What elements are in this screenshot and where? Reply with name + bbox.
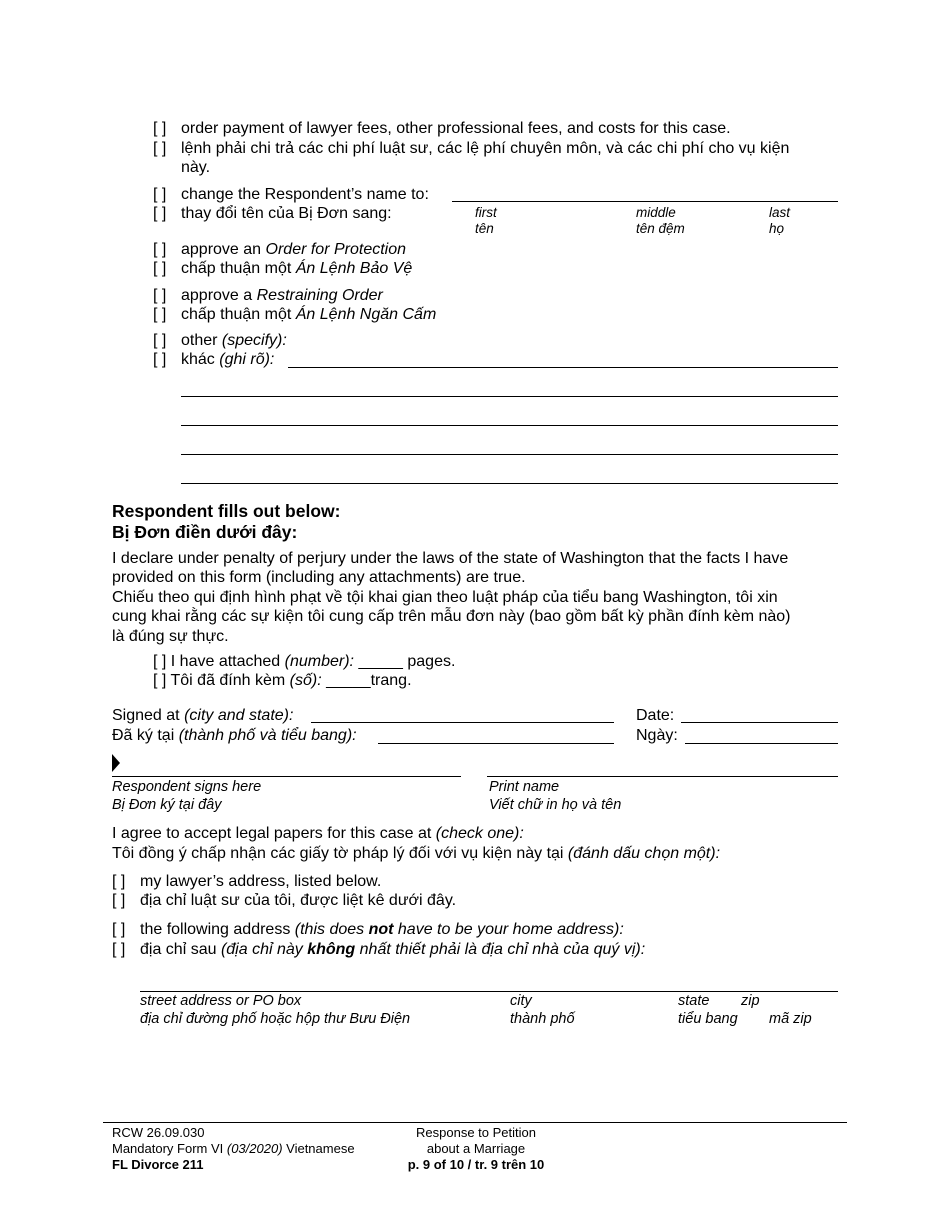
- respondent-signature-field[interactable]: [112, 776, 461, 777]
- lawyer-address-option-en: [ ] my lawyer’s address, listed below.: [112, 873, 382, 890]
- other-order-en: [ ] other (specify):: [153, 332, 287, 349]
- restraining-order-en: [ ] approve a Restraining Order: [153, 287, 383, 304]
- footer-divider: [103, 1122, 847, 1123]
- zip-label-en: zip: [741, 993, 760, 1009]
- signed-at-field[interactable]: [311, 722, 614, 723]
- other-specify-line-5[interactable]: [181, 483, 838, 484]
- other-checkbox-vi[interactable]: [ ]: [153, 351, 167, 368]
- signed-at-label-vi: Đã ký tại (thành phố và tiểu bang):: [112, 727, 357, 744]
- footer-form-version: Mandatory Form VI (03/2020) Vietnamese: [112, 1141, 355, 1156]
- signs-here-label-vi: Bị Đơn ký tại đây: [112, 797, 222, 813]
- agree-accept-vi: Tôi đồng ý chấp nhận các giấy tờ pháp lý đối với vụ kiện này tại (đánh dấu chọn một):: [112, 845, 721, 862]
- signed-at-field-vi[interactable]: [378, 743, 614, 744]
- lawyer-address-option-vi: [ ] địa chỉ luật sư của tôi, được liệt kê dưới đây.: [112, 892, 457, 909]
- fees-checkbox[interactable]: [ ]: [153, 120, 167, 137]
- declaration-line-1: I declare under penalty of perjury under the laws of the state of Washington that the facts I have: [112, 550, 789, 567]
- city-label-vi: thành phố: [510, 1011, 575, 1027]
- lawyer-address-checkbox[interactable]: [ ]: [112, 873, 126, 890]
- other-specify-line-1[interactable]: [288, 367, 838, 368]
- name-change-vi: [ ] thay đổi tên của Bị Đơn sang:: [153, 205, 392, 222]
- other-checkbox[interactable]: [ ]: [153, 332, 167, 349]
- first-name-label: first tên: [475, 205, 497, 236]
- print-name-label-vi: Viết chữ in họ và tên: [489, 797, 622, 813]
- footer-title-1: Response to Petition: [416, 1125, 536, 1140]
- name-change-checkbox[interactable]: [ ]: [153, 186, 167, 203]
- following-address-checkbox[interactable]: [ ]: [112, 921, 126, 938]
- signature-arrow-icon: [112, 754, 120, 772]
- following-address-checkbox-vi[interactable]: [ ]: [112, 941, 126, 958]
- declaration-line-2: provided on this form (including any attachments) are true.: [112, 569, 526, 586]
- protection-checkbox-vi[interactable]: [ ]: [153, 260, 167, 277]
- protection-checkbox[interactable]: [ ]: [153, 241, 167, 258]
- fees-order-vi: [ ] lệnh phải chi trả các chi phí luật sư, các lệ phí chuyên môn, và các chi phí cho vụ kiện: [153, 140, 790, 157]
- city-label-en: city: [510, 993, 532, 1009]
- footer-page-number: p. 9 of 10 / tr. 9 trên 10: [407, 1157, 545, 1172]
- street-label-en: street address or PO box: [140, 993, 302, 1009]
- middle-name-label: middle tên đệm: [636, 205, 685, 236]
- fees-order-vi-cont: này.: [181, 159, 211, 176]
- declaration-line-4: cung khai rằng các sự kiện tôi cung cấp trên mẫu đơn này (bao gồm bất kỳ phần đính kèm nào): [112, 608, 791, 625]
- signs-here-label-en: Respondent signs here: [112, 779, 262, 795]
- signed-at-label-en: Signed at (city and state):: [112, 707, 294, 724]
- other-specify-line-3[interactable]: [181, 425, 838, 426]
- other-specify-line-2[interactable]: [181, 396, 838, 397]
- name-change-en: [ ] change the Respondent’s name to:: [153, 186, 429, 203]
- attached-pages-vi[interactable]: [ ] Tôi đã đính kèm (số): _____trang.: [153, 672, 412, 689]
- date-label-en: Date:: [636, 707, 675, 724]
- print-name-field[interactable]: [487, 776, 838, 777]
- fees-checkbox-vi[interactable]: [ ]: [153, 140, 167, 157]
- respondent-heading-en: Respondent fills out below:: [112, 501, 341, 521]
- footer-title-2: about a Marriage: [426, 1141, 526, 1156]
- restraining-checkbox-vi[interactable]: [ ]: [153, 306, 167, 323]
- address-field[interactable]: [140, 991, 838, 992]
- footer-rcw: RCW 26.09.030: [112, 1125, 205, 1140]
- fees-order-en: [ ] order payment of lawyer fees, other professional fees, and costs for this case.: [153, 120, 731, 137]
- name-change-checkbox-vi[interactable]: [ ]: [153, 205, 167, 222]
- following-address-option-vi: [ ] địa chỉ sau (địa chỉ này không nhất thiết phải là địa chỉ nhà của quý vị):: [112, 941, 646, 958]
- street-label-vi: địa chỉ đường phố hoặc hộp thư Bưu Điện: [140, 1011, 411, 1027]
- date-label-vi: Ngày:: [636, 727, 678, 744]
- zip-label-vi: mã zip: [769, 1011, 812, 1027]
- respondent-heading-vi: Bị Đơn điền dưới đây:: [112, 522, 298, 542]
- footer-form-id: FL Divorce 211: [112, 1157, 204, 1172]
- protection-order-vi: [ ] chấp thuận một Án Lệnh Bảo Vệ: [153, 260, 413, 277]
- other-order-vi: [ ] khác (ghi rõ):: [153, 351, 275, 368]
- declaration-line-3: Chiếu theo qui định hình phạt về tội khai gian theo luật pháp của tiểu bang Washington, tôi xin: [112, 589, 778, 606]
- print-name-label-en: Print name: [489, 779, 560, 795]
- other-specify-line-4[interactable]: [181, 454, 838, 455]
- declaration-line-5: là đúng sự thực.: [112, 628, 229, 645]
- state-label-vi: tiểu bang: [678, 1011, 738, 1027]
- date-field[interactable]: [681, 722, 838, 723]
- agree-accept-en: I agree to accept legal papers for this case at (check one):: [112, 825, 524, 842]
- lawyer-address-checkbox-vi[interactable]: [ ]: [112, 892, 126, 909]
- new-name-field[interactable]: [452, 201, 838, 202]
- restraining-order-vi: [ ] chấp thuận một Án Lệnh Ngăn Cấm: [153, 306, 437, 323]
- protection-order-en: [ ] approve an Order for Protection: [153, 241, 407, 258]
- attached-pages-en[interactable]: [ ] I have attached (number): _____ pages.: [153, 653, 456, 670]
- last-name-label: last họ: [769, 205, 791, 236]
- date-field-vi[interactable]: [685, 743, 838, 744]
- restraining-checkbox[interactable]: [ ]: [153, 287, 167, 304]
- state-label-en: state: [678, 993, 710, 1009]
- following-address-option-en: [ ] the following address (this does not have to be your home address):: [112, 921, 624, 938]
